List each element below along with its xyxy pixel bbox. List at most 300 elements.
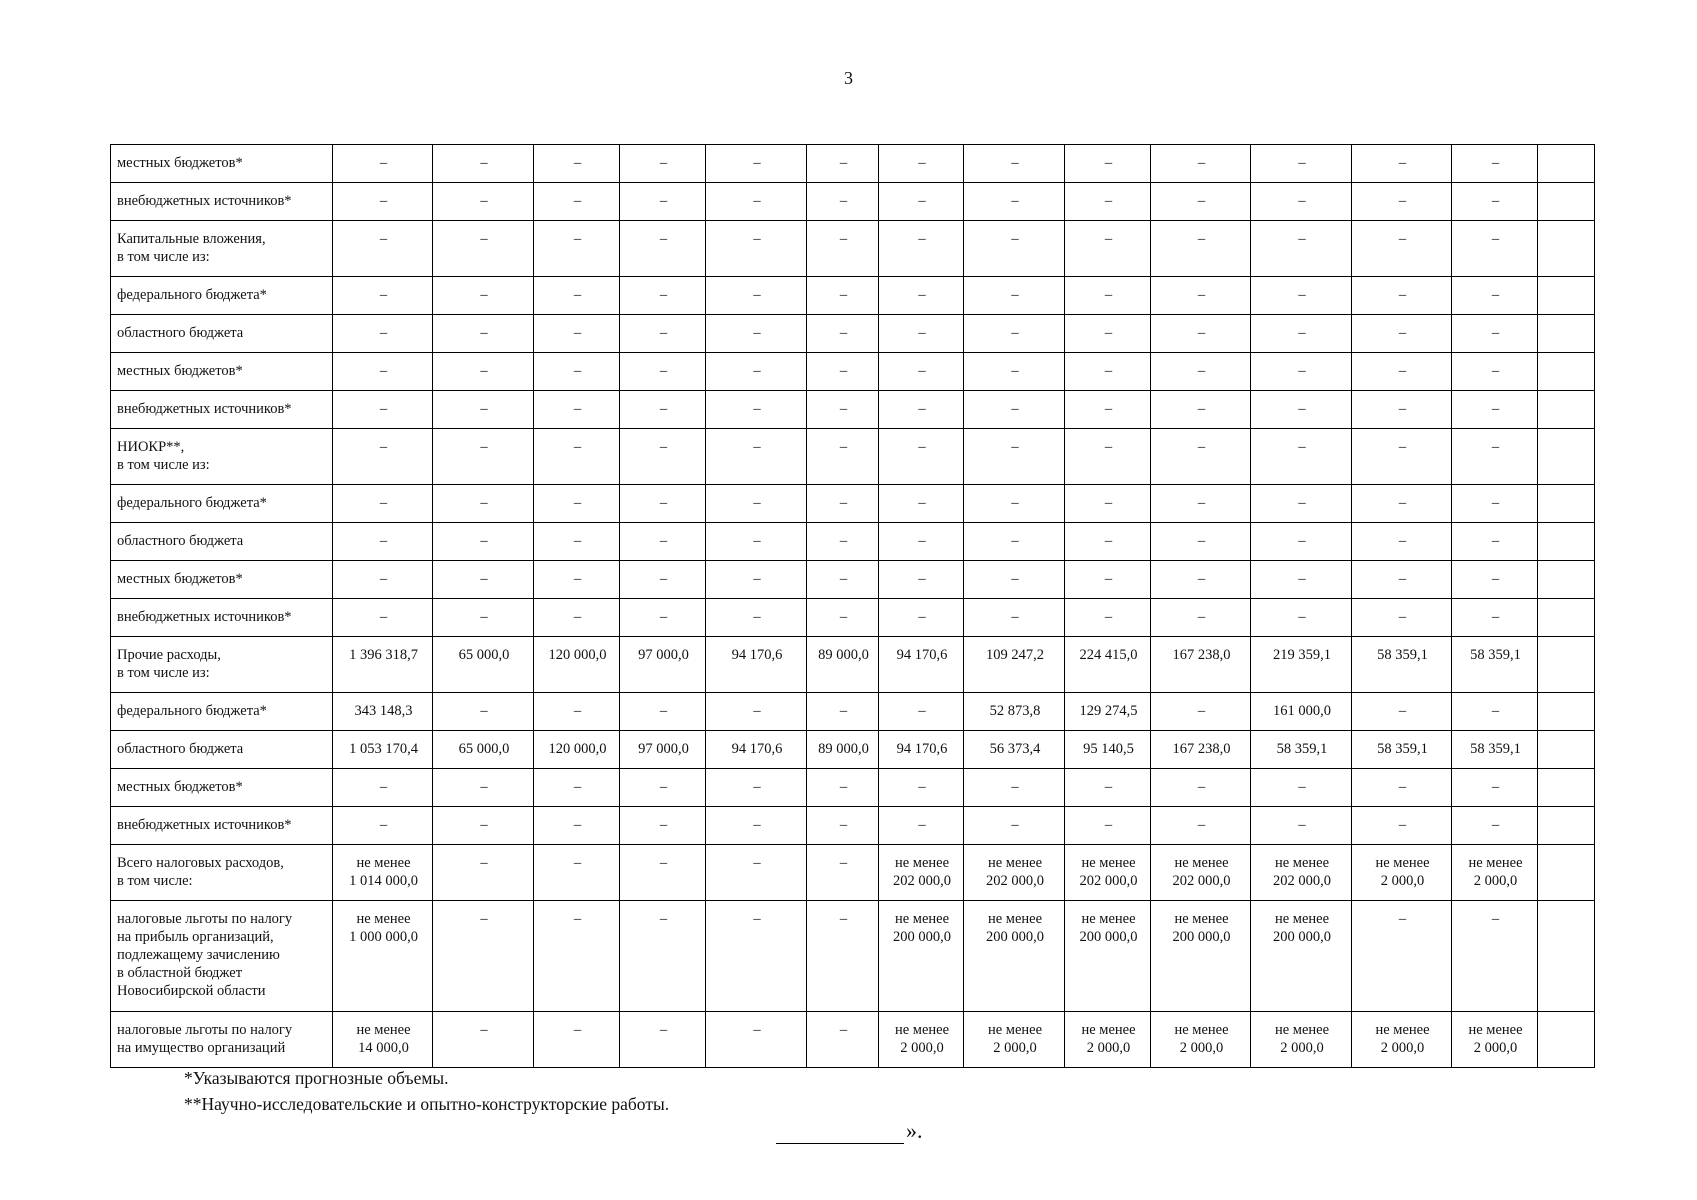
table-cell bbox=[1538, 901, 1595, 1012]
table-cell: – bbox=[1251, 769, 1352, 807]
table-cell bbox=[1538, 1012, 1595, 1068]
table-cell: – bbox=[534, 485, 620, 523]
row-label: местных бюджетов* bbox=[111, 561, 333, 599]
table-cell: – bbox=[807, 183, 879, 221]
row-label: местных бюджетов* bbox=[111, 145, 333, 183]
table-cell: – bbox=[879, 145, 964, 183]
table-cell: – bbox=[1352, 561, 1452, 599]
table-cell: – bbox=[534, 845, 620, 901]
table-cell: не менее 202 000,0 bbox=[1251, 845, 1352, 901]
table-row bbox=[111, 277, 1595, 315]
page-number: 3 bbox=[844, 68, 853, 88]
table-cell: – bbox=[1151, 429, 1251, 485]
table-cell: – bbox=[807, 429, 879, 485]
table-cell: – bbox=[706, 901, 807, 1012]
table-cell: – bbox=[706, 769, 807, 807]
table-cell: – bbox=[879, 353, 964, 391]
table-cell: 65 000,0 bbox=[433, 637, 534, 693]
table-cell: – bbox=[433, 1012, 534, 1068]
table-cell: – bbox=[620, 769, 706, 807]
table-cell: – bbox=[1251, 221, 1352, 277]
table-cell: – bbox=[706, 845, 807, 901]
table-cell: – bbox=[1151, 277, 1251, 315]
table-row bbox=[111, 315, 1595, 353]
table-cell: – bbox=[333, 769, 433, 807]
row-label: внебюджетных источников* bbox=[111, 807, 333, 845]
table-cell: – bbox=[333, 221, 433, 277]
table-cell bbox=[1538, 183, 1595, 221]
table-cell: – bbox=[1452, 429, 1538, 485]
table-cell: – bbox=[433, 693, 534, 731]
table-row bbox=[111, 637, 1595, 693]
table-cell: – bbox=[1452, 353, 1538, 391]
table-cell: – bbox=[964, 769, 1065, 807]
row-label: областного бюджета bbox=[111, 315, 333, 353]
table-cell: 343 148,3 bbox=[333, 693, 433, 731]
table-cell: не менее 200 000,0 bbox=[879, 901, 964, 1012]
table-cell bbox=[1538, 391, 1595, 429]
table-cell: 95 140,5 bbox=[1065, 731, 1151, 769]
table-cell: – bbox=[807, 769, 879, 807]
table-cell: – bbox=[1151, 183, 1251, 221]
table-cell: – bbox=[1352, 901, 1452, 1012]
row-label: внебюджетных источников* bbox=[111, 599, 333, 637]
table-cell: – bbox=[534, 523, 620, 561]
table-cell: – bbox=[807, 277, 879, 315]
table-cell: – bbox=[807, 353, 879, 391]
table-cell: – bbox=[1151, 807, 1251, 845]
table-cell: – bbox=[1065, 353, 1151, 391]
table-cell: – bbox=[964, 523, 1065, 561]
table-cell bbox=[1538, 845, 1595, 901]
table-cell bbox=[1538, 221, 1595, 277]
table-cell: – bbox=[1151, 145, 1251, 183]
footnote-forecast: *Указываются прогнозные объемы. bbox=[184, 1068, 449, 1088]
table-cell: 1 396 318,7 bbox=[333, 637, 433, 693]
table-cell: – bbox=[964, 485, 1065, 523]
table-cell: не менее 200 000,0 bbox=[1065, 901, 1151, 1012]
table-cell: не менее 2 000,0 bbox=[1251, 1012, 1352, 1068]
table-cell bbox=[1538, 637, 1595, 693]
table-cell: – bbox=[433, 391, 534, 429]
table-cell: – bbox=[433, 429, 534, 485]
table-cell bbox=[1538, 769, 1595, 807]
table-cell: – bbox=[1352, 485, 1452, 523]
table-cell: – bbox=[333, 183, 433, 221]
table-cell: – bbox=[807, 599, 879, 637]
table-cell bbox=[1538, 561, 1595, 599]
table-cell: – bbox=[1251, 391, 1352, 429]
table-cell: – bbox=[1452, 769, 1538, 807]
table-row bbox=[111, 221, 1595, 277]
table-cell: не менее 2 000,0 bbox=[964, 1012, 1065, 1068]
table-cell: – bbox=[1352, 391, 1452, 429]
table-cell: – bbox=[964, 429, 1065, 485]
table-cell: – bbox=[433, 145, 534, 183]
table-cell: – bbox=[1151, 599, 1251, 637]
table-cell: – bbox=[964, 221, 1065, 277]
table-row bbox=[111, 599, 1595, 637]
table-cell: 89 000,0 bbox=[807, 637, 879, 693]
table-cell: – bbox=[964, 353, 1065, 391]
table-cell: – bbox=[1151, 561, 1251, 599]
table-cell: – bbox=[807, 807, 879, 845]
table-cell bbox=[1538, 429, 1595, 485]
table-cell: – bbox=[620, 523, 706, 561]
table-cell: – bbox=[620, 693, 706, 731]
table-cell: – bbox=[706, 145, 807, 183]
table-cell: – bbox=[433, 599, 534, 637]
table-cell: – bbox=[433, 769, 534, 807]
table-cell: – bbox=[1065, 523, 1151, 561]
table-cell: – bbox=[620, 599, 706, 637]
table-cell: – bbox=[879, 315, 964, 353]
footnote-rnd: **Научно-исследовательские и опытно-конструкторские работы. bbox=[184, 1094, 670, 1114]
table-cell: не менее 200 000,0 bbox=[1251, 901, 1352, 1012]
table-cell: 58 359,1 bbox=[1251, 731, 1352, 769]
table-cell: не менее 2 000,0 bbox=[1452, 1012, 1538, 1068]
table-cell: – bbox=[879, 221, 964, 277]
table-row bbox=[111, 807, 1595, 845]
table-row bbox=[111, 769, 1595, 807]
table-cell: – bbox=[964, 561, 1065, 599]
table-cell bbox=[1538, 599, 1595, 637]
table-cell: – bbox=[534, 429, 620, 485]
table-cell: – bbox=[534, 183, 620, 221]
table-cell: не менее 200 000,0 bbox=[1151, 901, 1251, 1012]
table-cell: – bbox=[433, 807, 534, 845]
table-cell: – bbox=[1065, 769, 1151, 807]
table-cell: – bbox=[333, 391, 433, 429]
table-cell: – bbox=[333, 145, 433, 183]
table-cell: – bbox=[333, 485, 433, 523]
table-cell: – bbox=[620, 145, 706, 183]
table-cell: – bbox=[620, 901, 706, 1012]
table-cell: – bbox=[534, 145, 620, 183]
table-cell: не менее 202 000,0 bbox=[964, 845, 1065, 901]
table-cell: – bbox=[333, 599, 433, 637]
table-cell: – bbox=[807, 845, 879, 901]
table-cell: – bbox=[1065, 391, 1151, 429]
table-cell: – bbox=[964, 183, 1065, 221]
table-cell: – bbox=[620, 183, 706, 221]
table-cell: – bbox=[1352, 523, 1452, 561]
table-cell: – bbox=[964, 599, 1065, 637]
table-cell: – bbox=[333, 277, 433, 315]
table-cell: – bbox=[1452, 221, 1538, 277]
table-cell: – bbox=[1251, 315, 1352, 353]
table-cell: – bbox=[706, 523, 807, 561]
table-cell: не менее 1 000 000,0 bbox=[333, 901, 433, 1012]
table-cell: 120 000,0 bbox=[534, 731, 620, 769]
table-cell: – bbox=[706, 183, 807, 221]
closing-quote: ». bbox=[906, 1118, 923, 1143]
table-cell: – bbox=[433, 561, 534, 599]
table-cell: – bbox=[1151, 523, 1251, 561]
table-cell: 109 247,2 bbox=[964, 637, 1065, 693]
table-cell: 52 873,8 bbox=[964, 693, 1065, 731]
table-cell: – bbox=[1151, 485, 1251, 523]
table-cell: – bbox=[1251, 523, 1352, 561]
table-cell: – bbox=[964, 807, 1065, 845]
table-cell: – bbox=[879, 429, 964, 485]
table-cell: – bbox=[534, 315, 620, 353]
table-cell: – bbox=[1352, 693, 1452, 731]
table-cell: – bbox=[807, 145, 879, 183]
table-cell: – bbox=[433, 845, 534, 901]
table-cell: – bbox=[1352, 145, 1452, 183]
table-cell: – bbox=[1065, 429, 1151, 485]
table-cell: – bbox=[534, 277, 620, 315]
table-cell: 65 000,0 bbox=[433, 731, 534, 769]
table-row bbox=[111, 1012, 1595, 1068]
table-cell: – bbox=[1352, 429, 1452, 485]
table-cell: – bbox=[807, 693, 879, 731]
table-cell: – bbox=[1151, 769, 1251, 807]
table-cell: – bbox=[1065, 485, 1151, 523]
table-cell: – bbox=[1251, 485, 1352, 523]
table-cell: – bbox=[706, 353, 807, 391]
table-cell: – bbox=[706, 693, 807, 731]
table-cell: 161 000,0 bbox=[1251, 693, 1352, 731]
table-cell: – bbox=[879, 277, 964, 315]
table-cell: – bbox=[433, 183, 534, 221]
table-cell: – bbox=[1065, 315, 1151, 353]
table-cell: – bbox=[1251, 145, 1352, 183]
table-cell: не менее 2 000,0 bbox=[1065, 1012, 1151, 1068]
table-cell: – bbox=[964, 315, 1065, 353]
table-cell: – bbox=[1452, 523, 1538, 561]
table-cell: – bbox=[333, 315, 433, 353]
table-row bbox=[111, 485, 1595, 523]
table-cell: – bbox=[1065, 183, 1151, 221]
row-label: Прочие расходы, в том числе из: bbox=[111, 637, 333, 693]
table-cell: 97 000,0 bbox=[620, 731, 706, 769]
table-cell bbox=[1538, 145, 1595, 183]
table-cell: – bbox=[807, 315, 879, 353]
table-cell: – bbox=[879, 183, 964, 221]
table-cell: – bbox=[433, 901, 534, 1012]
table-cell bbox=[1538, 485, 1595, 523]
table-cell: 219 359,1 bbox=[1251, 637, 1352, 693]
table-cell: не менее 202 000,0 bbox=[1065, 845, 1151, 901]
table-cell: – bbox=[1452, 183, 1538, 221]
table-cell: – bbox=[1251, 183, 1352, 221]
table-cell: – bbox=[1352, 315, 1452, 353]
table-cell: 1 053 170,4 bbox=[333, 731, 433, 769]
table-row bbox=[111, 845, 1595, 901]
table-cell bbox=[1538, 353, 1595, 391]
table-cell: 120 000,0 bbox=[534, 637, 620, 693]
table-cell: не менее 2 000,0 bbox=[1151, 1012, 1251, 1068]
table-cell: – bbox=[1151, 353, 1251, 391]
table-cell: – bbox=[1352, 807, 1452, 845]
table-cell: – bbox=[1452, 901, 1538, 1012]
table-cell: – bbox=[1151, 221, 1251, 277]
table-cell: – bbox=[1352, 183, 1452, 221]
table-cell: – bbox=[807, 221, 879, 277]
table-cell: – bbox=[706, 277, 807, 315]
table-cell: не менее 2 000,0 bbox=[1352, 1012, 1452, 1068]
row-label: федерального бюджета* bbox=[111, 693, 333, 731]
table-cell: – bbox=[807, 523, 879, 561]
table-cell: – bbox=[706, 1012, 807, 1068]
table-cell: не менее 2 000,0 bbox=[1352, 845, 1452, 901]
table-cell: – bbox=[1452, 145, 1538, 183]
table-cell: не менее 202 000,0 bbox=[1151, 845, 1251, 901]
table-cell: 129 274,5 bbox=[1065, 693, 1151, 731]
table-row bbox=[111, 183, 1595, 221]
table-cell: – bbox=[620, 429, 706, 485]
table-cell: – bbox=[1452, 561, 1538, 599]
table-cell: – bbox=[964, 145, 1065, 183]
table-cell bbox=[1538, 523, 1595, 561]
table-row bbox=[111, 145, 1595, 183]
row-label: областного бюджета bbox=[111, 523, 333, 561]
table-cell: – bbox=[1452, 599, 1538, 637]
table-cell: – bbox=[620, 1012, 706, 1068]
table-cell: – bbox=[534, 769, 620, 807]
table-cell: – bbox=[620, 353, 706, 391]
table-cell: – bbox=[1452, 807, 1538, 845]
table-cell: – bbox=[879, 769, 964, 807]
table-cell: 58 359,1 bbox=[1352, 731, 1452, 769]
table-cell: – bbox=[1352, 599, 1452, 637]
table-cell: – bbox=[1452, 315, 1538, 353]
row-label: Всего налоговых расходов, в том числе: bbox=[111, 845, 333, 901]
table-row bbox=[111, 523, 1595, 561]
table-cell: – bbox=[534, 693, 620, 731]
table-cell: не менее 1 014 000,0 bbox=[333, 845, 433, 901]
table-cell: 167 238,0 bbox=[1151, 731, 1251, 769]
table-cell: – bbox=[534, 353, 620, 391]
signature-line bbox=[776, 1115, 904, 1144]
table-cell: не менее 200 000,0 bbox=[964, 901, 1065, 1012]
table-cell: – bbox=[620, 561, 706, 599]
table-cell: – bbox=[433, 221, 534, 277]
closing-mark bbox=[776, 1115, 923, 1144]
table-cell: – bbox=[1065, 561, 1151, 599]
table-cell: – bbox=[807, 561, 879, 599]
table-cell: – bbox=[1065, 277, 1151, 315]
table-cell: – bbox=[534, 221, 620, 277]
table-cell: – bbox=[807, 391, 879, 429]
table-cell: – bbox=[620, 315, 706, 353]
table-cell: – bbox=[807, 901, 879, 1012]
table-cell: 58 359,1 bbox=[1352, 637, 1452, 693]
table-cell: – bbox=[333, 353, 433, 391]
table-cell: – bbox=[1251, 429, 1352, 485]
table-row bbox=[111, 391, 1595, 429]
table-cell: – bbox=[879, 561, 964, 599]
table-cell: – bbox=[1352, 769, 1452, 807]
table-cell: – bbox=[333, 807, 433, 845]
table-cell: – bbox=[706, 599, 807, 637]
table-cell: – bbox=[1065, 221, 1151, 277]
budget-table bbox=[110, 144, 1595, 1068]
row-label: федерального бюджета* bbox=[111, 485, 333, 523]
table-cell: 94 170,6 bbox=[879, 731, 964, 769]
table-cell: – bbox=[879, 599, 964, 637]
table-cell: – bbox=[706, 221, 807, 277]
table-cell: – bbox=[1151, 391, 1251, 429]
table-cell: 56 373,4 bbox=[964, 731, 1065, 769]
table-row bbox=[111, 731, 1595, 769]
table-cell: – bbox=[964, 391, 1065, 429]
table-cell: – bbox=[620, 221, 706, 277]
table-cell: – bbox=[879, 807, 964, 845]
table-cell: – bbox=[534, 561, 620, 599]
table-cell: – bbox=[1251, 561, 1352, 599]
table-cell: 94 170,6 bbox=[706, 731, 807, 769]
table-cell: – bbox=[534, 391, 620, 429]
table-cell: – bbox=[433, 523, 534, 561]
table-cell: не менее 2 000,0 bbox=[879, 1012, 964, 1068]
table-cell: – bbox=[1452, 693, 1538, 731]
row-label: местных бюджетов* bbox=[111, 769, 333, 807]
table-row bbox=[111, 693, 1595, 731]
table-cell: не менее 14 000,0 bbox=[333, 1012, 433, 1068]
table-cell: 94 170,6 bbox=[706, 637, 807, 693]
row-label: внебюджетных источников* bbox=[111, 391, 333, 429]
table-cell: – bbox=[1251, 277, 1352, 315]
table-cell: – bbox=[879, 391, 964, 429]
table-cell: 58 359,1 bbox=[1452, 637, 1538, 693]
row-label: налоговые льготы по налогу на прибыль организаций, подлежащему зачислению в областной бюджет Новосибирской области bbox=[111, 901, 333, 1012]
table-cell: – bbox=[620, 277, 706, 315]
table-cell: – bbox=[1352, 353, 1452, 391]
table-cell: – bbox=[1352, 277, 1452, 315]
table-cell: 89 000,0 bbox=[807, 731, 879, 769]
table-cell: – bbox=[433, 315, 534, 353]
table-cell: – bbox=[333, 523, 433, 561]
table-cell: – bbox=[879, 693, 964, 731]
row-label: налоговые льготы по налогу на имущество организаций bbox=[111, 1012, 333, 1068]
table-cell: – bbox=[1151, 315, 1251, 353]
table-cell: – bbox=[1065, 145, 1151, 183]
table-cell: – bbox=[706, 807, 807, 845]
table-cell: – bbox=[433, 353, 534, 391]
table-cell: – bbox=[620, 845, 706, 901]
table-cell: – bbox=[1251, 599, 1352, 637]
table-cell: – bbox=[534, 1012, 620, 1068]
table-cell: – bbox=[1151, 693, 1251, 731]
table-cell: 97 000,0 bbox=[620, 637, 706, 693]
table-cell: – bbox=[1452, 391, 1538, 429]
row-label: областного бюджета bbox=[111, 731, 333, 769]
table-row bbox=[111, 561, 1595, 599]
table-cell: – bbox=[433, 485, 534, 523]
table-cell: – bbox=[534, 901, 620, 1012]
table-cell: – bbox=[1352, 221, 1452, 277]
table-cell: – bbox=[433, 277, 534, 315]
table-cell: – bbox=[879, 523, 964, 561]
table-cell: 58 359,1 bbox=[1452, 731, 1538, 769]
table-cell bbox=[1538, 315, 1595, 353]
table-cell: – bbox=[333, 429, 433, 485]
table-cell: – bbox=[333, 561, 433, 599]
table-cell: 167 238,0 bbox=[1151, 637, 1251, 693]
table-cell: – bbox=[879, 485, 964, 523]
table-cell: – bbox=[964, 277, 1065, 315]
table-cell: – bbox=[534, 807, 620, 845]
table-row bbox=[111, 901, 1595, 1012]
table-row bbox=[111, 353, 1595, 391]
table-cell: 94 170,6 bbox=[879, 637, 964, 693]
table-cell: – bbox=[1251, 353, 1352, 391]
table-cell: – bbox=[706, 485, 807, 523]
row-label: Капитальные вложения, в том числе из: bbox=[111, 221, 333, 277]
